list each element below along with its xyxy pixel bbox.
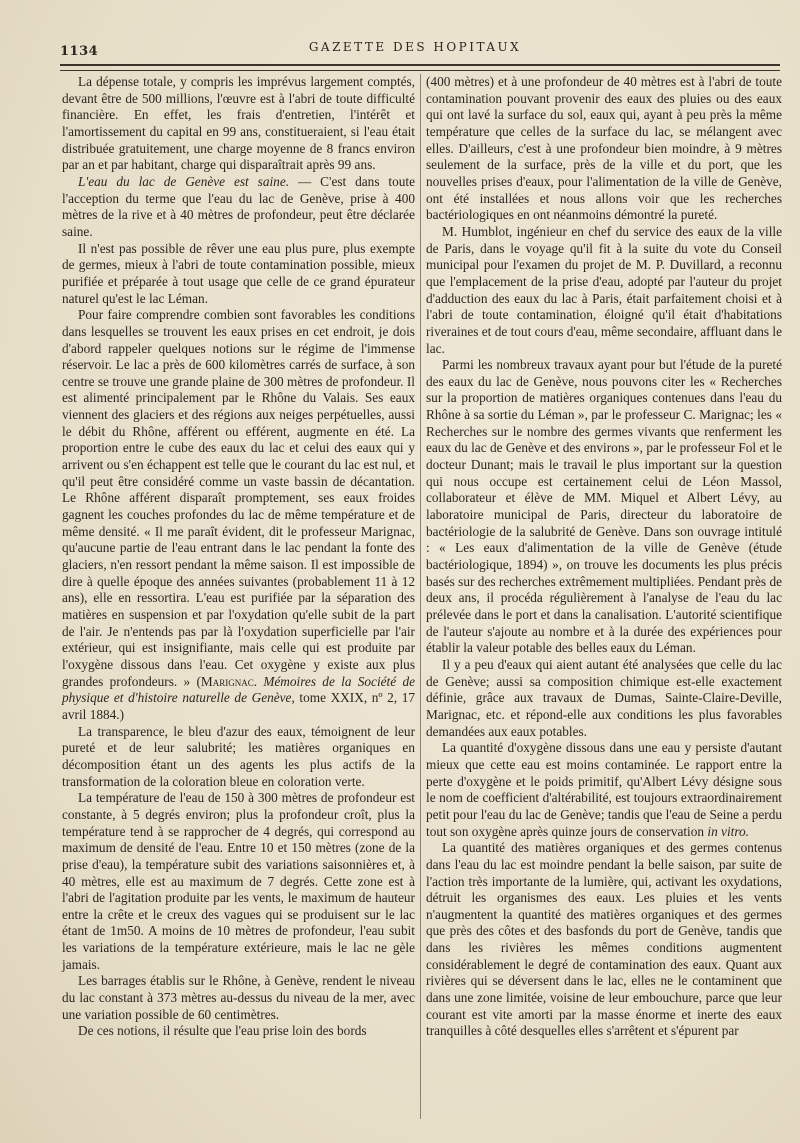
paragraph: La dépense totale, y compris les imprévus largement comptés, devant être de 500 millions, l'œuvre est à l'abri de toute difficulté financière. En effet, les frais d'entretien, l'intérêt et l'amortissement du capital en 99 ans, constitueraient, si l'eau était distribuée gratuitement, une charge moyenne de 8 francs environ par an et par habitant, charge qui disparaîtrait après 99 ans.: [62, 74, 415, 173]
right-column: [426, 74, 782, 1040]
paragraph: L'eau du lac de Genève est saine. — C'est dans toute l'acception du terme que l'eau du lac de Genève, prise à 400 mètres de la rive et à 40 mètres de profondeur, peut être déclarée saine.: [62, 173, 415, 239]
paragraph: Pour faire comprendre combien sont favorables les conditions dans lesquelles se trouvent les eaux prises en cet endroit, je dois d'abord rappeler quelques notions sur le régime de l'immense réservoir. Le lac a près de 600 kilomètres carrés de surface, à son centre se trouve une grande plaine de 300 mètres de profondeur. Il est alimenté principalement par le Rhône du Valais. Ses eaux viennent des glaciers et des régions aux neiges perpétuelles, aussi le débit du Rhône, afférent ou efférent, augmente en été. La proportion entre le cube des eaux du lac et celui des eaux qui y arrivent ou s'en échappent est telle que le courant du lac est nul, et qu'il peut être considéré comme un vaste bassin de décantation. Le Rhône afférent disparaît promptement, ses eaux froides gagnent les couches profondes du lac de même température et de même densité. « Il me paraît évident, dit le professeur Marignac, qu'aucune partie de l'eau entrant dans le lac pendant la fonte des glaciers, n'en ressort pendant la même saison. Il est impossible de dire à quelle époque des années suivantes (probablement 11 à 12 ans), elle en ressortira. L'eau est purifiée par la séparation des matières en suspension et par l'oxydation qu'elle subit de la part de l'air. Je n'entends pas par là l'oxydation superficielle par l'air extérieur, qui est insignifiante, mais celle qui est produite par l'oxygène dissous dans l'eau. Cet oxygène y existe aux plus grandes profondeurs. » (Marignac. Mémoires de la Société de physique et d'histoire naturelle de Genève, tome XXIX, nº 2, 17 avril 1884.): [62, 307, 416, 722]
citation-author: Marignac.: [200, 673, 258, 689]
paragraph: La transparence, le bleu d'azur des eaux, témoignent de leur pureté et de leur salubrité; les matières organiques en décomposition étant un des agents les plus actifs de la transformation de la coloration bleue en coloration verte.: [62, 723, 415, 789]
paragraph: (400 mètres) et à une profondeur de 40 mètres est à l'abri de toute contamination pouvant provenir des eaux des pluies ou des eaux qui ont lavé la surface du sol, eaux qui, ayant à peu près la même température que celles de la surface du lac, se mélangent avec elles. D'ailleurs, c'est à une profondeur bien moindre, à 9 mètres seulement de la surface, près de la ville et du port, que les nouvelles prises d'eaux, pour l'alimentation de la ville de Genève, ont été installées et nous allons voir que les recherches bactériologiques en ont néanmoins démontré la pureté.: [426, 74, 782, 223]
column-divider: [420, 74, 421, 1119]
paragraph: La quantité d'oxygène dissous dans une eau y persiste d'autant mieux que cette eau est moins contaminée. Le rapport entre la perte d'oxygène et le poids primitif, qu'Albert Lévy désigne sous le nom de coefficient d'altérabilité, est toujours extraordinairement petit pour l'eau du lac de Genève; tandis que l'eau de Seine a perdu tout son oxygène après quinze jours de conservation in vitro.: [426, 740, 782, 839]
paragraph: La quantité des matières organiques et des germes contenus dans l'eau du lac est moindre pendant la belle saison, par suite de l'action très importante de la lumière, qui, activant les oxydations, détruit les organismes des eaux. Les pluies et les vents n'augmentent la quantité des matières organiques et des germes que près des côtes et des basfonds du port de Genève, tandis que dans les rivières les mêmes conditions augmentent considérablement le degré de contamination des eaux. Quant aux rivières qui se déversent dans le lac, elles ne le contaminent que dans une zone limitée, voisine de leur embouchure, parce que leur courant est vite amorti par la masse énorme et inerte des eaux tranquilles à côté desquelles elles s'arrêtent et s'épurent par: [426, 840, 782, 1039]
header-rule-thin: [60, 70, 780, 71]
paragraph: Parmi les nombreux travaux ayant pour but l'étude de la pureté des eaux du lac de Genève, nous pouvons citer les « Recherches sur la proportion de matières organiques contenues dans l'eau du Rhône à sa sortie du Léman », par le professeur C. Marignac; les « Recherches sur le nombre des germes vivants que renferment les eaux du lac de Genève et des environs », par le professeur Fol et le docteur Dunant; mais le travail le plus important sur la question qui nous occupe est certainement celui de Léon Massol, collaborateur et élève de MM. Miquel et Albert Lévy, au laboratoire municipal de Paris, directeur du laboratoire de bactériologie de la salubrité de Genève. Dans son ouvrage intitulé : « Les eaux d'alimentation de la ville de Genève (étude bactériologique, 1894) », on trouve les documents les plus précis basés sur des recherches extrêmement multipliées. Pendant près de deux ans, il procéda régulièrement à l'analyse de l'eau du lac prélevée dans le port et dans la canalisation. L'autorité scientifique de l'auteur s'ajoute au nombre et à la durée des expériences pour établir la valeur potable des belles eaux du Léman.: [426, 357, 782, 656]
left-column: [62, 74, 415, 1040]
paragraph: Les barrages établis sur le Rhône, à Genève, rendent le niveau du lac constant à 373 mètres au-dessus du niveau de la mer, avec une variation possible de 60 centimètres.: [62, 973, 415, 1022]
section-heading: L'eau du lac de Genève est saine.: [78, 173, 290, 189]
paragraph: De ces notions, il résulte que l'eau prise loin des bords: [78, 1023, 367, 1039]
paragraph: M. Humblot, ingénieur en chef du service des eaux de la ville de Paris, dans le voyage qu'il fit à la suite du vote du Conseil municipal pour l'examen du projet de M. P. Duvillard, a reconnu que l'emplacement de la prise d'eau, adopté par l'auteur du projet d'adduction des eaux du lac à Paris, était parfaitement choisi et à l'abri de toute contamination, éloigné qu'il était d'habitations riveraines et de tout cours d'eau, même secondaire, affluant dans le lac.: [426, 223, 782, 356]
header-rule-thick: [60, 64, 780, 66]
citation-title: Mémoires de la Société de physique et d'histoire naturelle de Genève,: [62, 673, 415, 706]
paragraph: La température de l'eau de 150 à 300 mètres de profondeur est constante, à 5 degrés environ; plus la profondeur croît, plus la température tend à se rapprocher de 4 degrés, qui correspond au maximum de densité de l'eau. Entre 10 et 150 mètres (zone de la prise d'eau), la température subit des variations saisonnières et, à 40 mètres, elle est au maximum de 7 degrés. Cette zone est à l'abri de l'agitation produite par les vents, le maximum de hauteur entre la crête et le creux des vagues qui se produisent sur le lac étant de 1m50. A moins de 10 mètres de profondeur, l'eau subit les variations de la température extérieure, mais le lac ne gèle jamais.: [62, 790, 415, 972]
page-header: [60, 38, 770, 64]
paragraph: Il y a peu d'eaux qui aient autant été analysées que celle du lac de Genève; aussi sa composition chimique est-elle exactement définie, grâce aux travaux de Dumas, Sainte-Claire-Deville, Marignac, etc. et répond-elle aux conditions les plus favorables demandées aux eaux potables.: [426, 656, 782, 739]
paragraph: Il n'est pas possible de rêver une eau plus pure, plus exempte de germes, mieux à l'abri de toute contamination possible, mieux purifiée et préparée à tout usage que celle de ce grand épurateur naturel qu'est le lac Léman.: [62, 240, 415, 306]
journal-title: GAZETTE DES HOPITAUX: [308, 40, 522, 54]
page-number: 1134: [60, 44, 99, 59]
